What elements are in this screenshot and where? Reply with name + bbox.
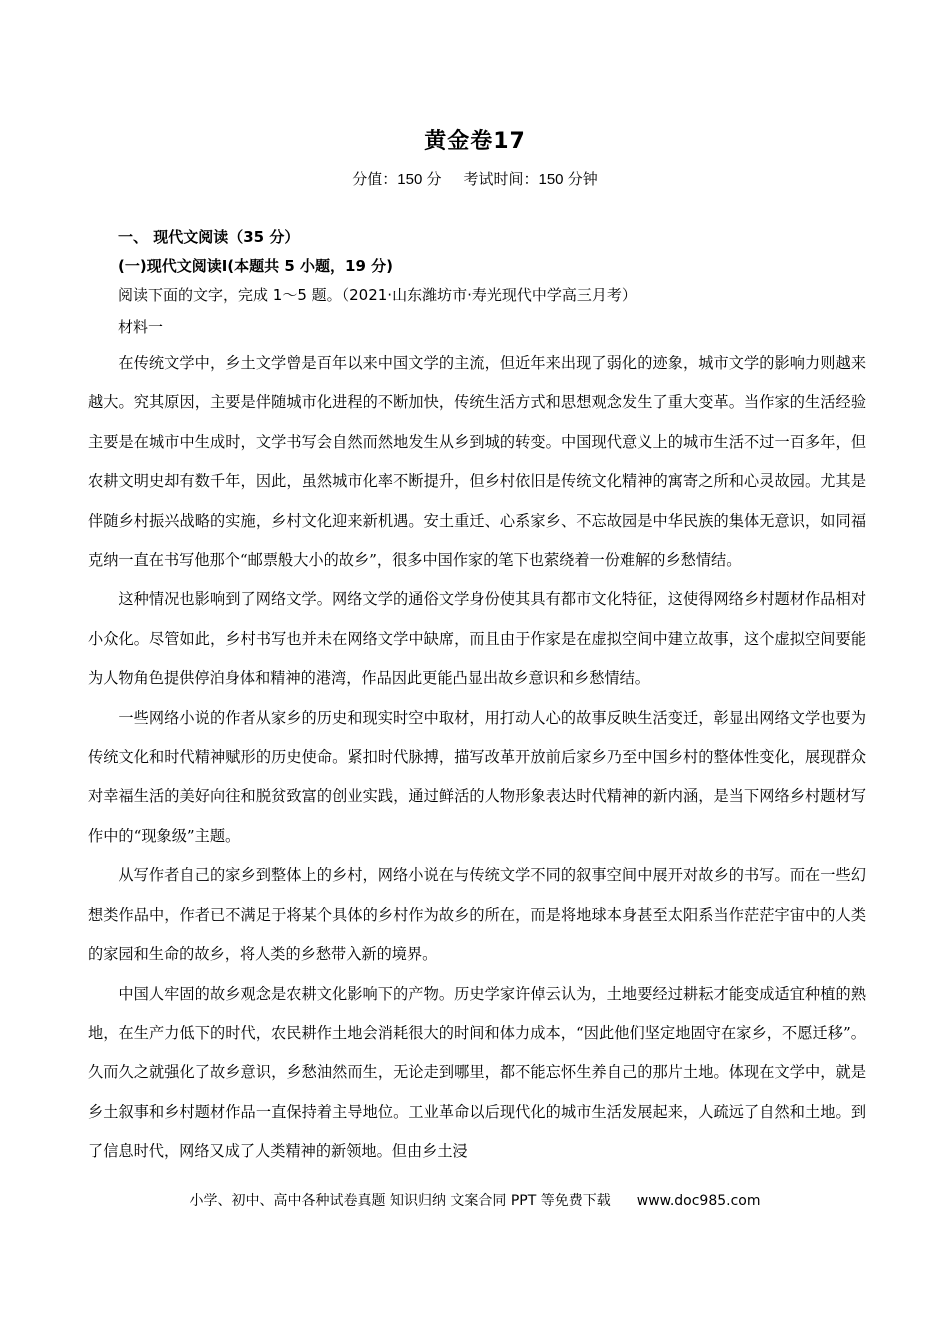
paragraph: 这种情况也影响到了网络文学。网络文学的通俗文学身份使其具有都市文化特征，这使得网络乡村题材作品相对小众化。尽管如此，乡村书写也并未在网络文学中缺席，而且由于作家是在虚拟空间中建立故事，这个虚拟空间要能为人物角色提供停泊身体和精神的港湾，作品因此更能凸显出故乡意识和乡愁情结。 — [88, 590, 866, 688]
reading-instruction: 阅读下面的文字，完成 1～5 题。（2021·山东潍坊市·寿光现代中学高三月考） — [118, 286, 637, 304]
exam-title: 黄金卷17 — [424, 129, 526, 154]
paragraph: 从写作者自己的家乡到整体上的乡村，网络小说在与传统文学不同的叙事空间中展开对故乡的书写。而在一些幻想类作品中，作者已不满足于将某个具体的乡村作为故乡的所在，而是将地球本身甚至太阳系当作茫茫宇宙中的人类的家园和生命的故乡，将人类的乡愁带入新的境界。 — [88, 866, 866, 964]
exam-meta — [0, 168, 950, 189]
section-subheading: (一)现代文阅读Ⅰ(本题共 5 小题，19 分) — [118, 257, 393, 275]
score-label: 分值：150 分 — [352, 171, 442, 188]
paragraph: 一些网络小说的作者从家乡的历史和现实时空中取材，用打动人心的故事反映生活变迁，彰显出网络文学也要为传统文化和时代精神赋形的历史使命。紧扣时代脉搏，描写改革开放前后家乡乃至中国乡村的整体性变化，展现群众对幸福生活的美好向往和脱贫致富的创业实践，通过鲜活的人物形象表达时代精神的新内涵，是当下网络乡村题材写作中的“现象级”主题。 — [88, 708, 866, 845]
footer-link[interactable]: www.doc985.com — [636, 1193, 761, 1209]
footer-text: 小学、初中、高中各种试卷真题 知识归纳 文案合同 PPT 等免费下载 — [189, 1193, 611, 1209]
page-footer — [0, 1190, 950, 1210]
paragraph: 中国人牢固的故乡观念是农耕文化影响下的产物。历史学家许倬云认为，土地要经过耕耘才能变成适宜种植的熟地，在生产力低下的时代，农民耕作土地会消耗很大的时间和体力成本，“因此他们坚定地固守在家乡，不愿迁移”。久而久之就强化了故乡意识，乡愁油然而生，无论走到哪里，都不能忘怀生养自己的那片土地。体现在文学中，就是乡土叙事和乡村题材作品一直保持着主导地位。工业革命以后现代化的城市生活发展起来，人疏远了自然和土地。到了信息时代，网络又成了人类精神的新领地。但由乡土浸 — [88, 984, 866, 1161]
paragraph: 在传统文学中，乡土文学曾是百年以来中国文学的主流，但近年来出现了弱化的迹象，城市文学的影响力则越来越大。究其原因，主要是伴随城市化进程的不断加快，传统生活方式和思想观念发生了重大变革。当作家的生活经验主要是在城市中生成时，文学书写会自然而然地发生从乡到城的转变。中国现代意义上的城市生活不过一百多年，但农耕文明史却有数千年，因此，虽然城市化率不断提升，但乡村依旧是传统文化精神的寓寄之所和心灵故园。尤其是伴随乡村振兴战略的实施，乡村文化迎来新机遇。安土重迁、心系家乡、不忘故园是中华民族的集体无意识，如同福克纳一直在书写他那个“邮票般大小的故乡”，很多中国作家的笔下也萦绕着一份难解的乡愁情结。 — [88, 354, 866, 570]
reading-passage — [88, 344, 866, 1172]
time-label: 考试时间：150 分钟 — [463, 171, 598, 188]
section-heading: 一、 现代文阅读（35 分） — [118, 228, 300, 246]
material-label: 材料一 — [118, 318, 164, 336]
